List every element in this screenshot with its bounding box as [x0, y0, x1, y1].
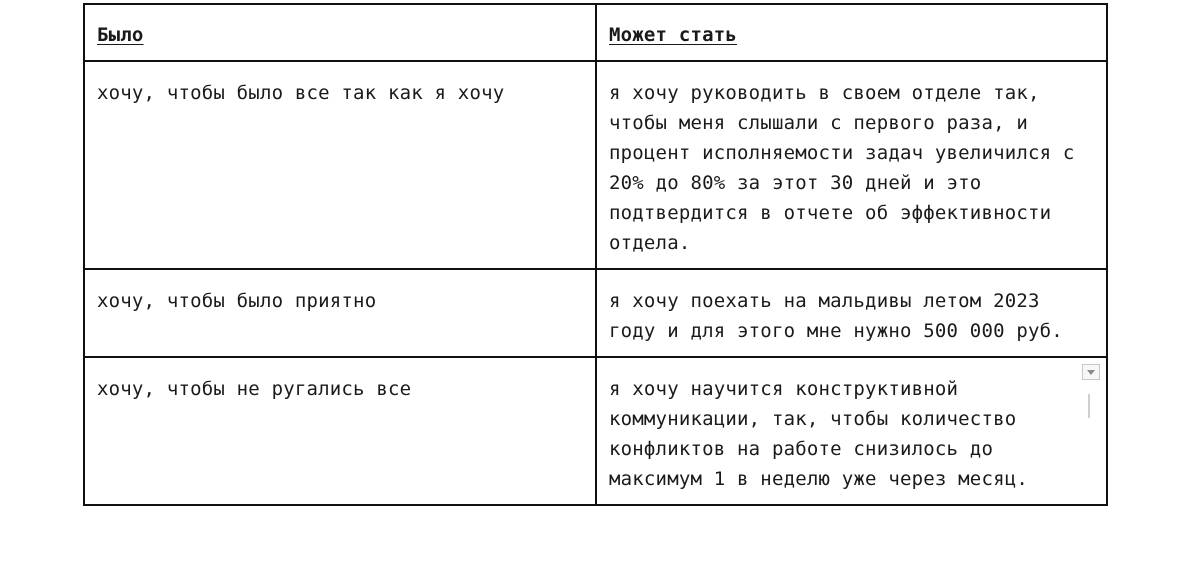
table-row — [84, 269, 1107, 357]
header-cell-before — [84, 4, 596, 61]
header-cell-after — [596, 4, 1107, 61]
header-before-label: Было — [97, 24, 144, 46]
cell-after-with-controls — [596, 357, 1107, 505]
chevron-down-icon[interactable] — [1082, 364, 1100, 380]
chevron-glyph — [1087, 370, 1095, 375]
table-row — [84, 61, 1107, 269]
table-header-row — [84, 4, 1107, 61]
cell-after-text: я хочу научится конструктивной коммуникации, так, чтобы количество конфликтов на работе снизилось до максимум 1 в неделю уже через месяц. — [609, 378, 1029, 490]
scrollbar-handle[interactable] — [1088, 394, 1090, 418]
cell-after: я хочу руководить в своем отделе так, чтобы меня слышали с первого раза, и процент исполняемости задач увеличился с 20% до 80% за этот 30 дней и это подтвердится в отчете об эффективности отдела. — [596, 61, 1107, 269]
cell-after: я хочу поехать на мальдивы летом 2023 году и для этого мне нужно 500 000 руб. — [596, 269, 1107, 357]
table-row — [84, 357, 1107, 505]
cell-before: хочу, чтобы было приятно — [84, 269, 596, 357]
cell-before: хочу, чтобы было все так как я хочу — [84, 61, 596, 269]
comparison-table — [83, 3, 1108, 506]
cell-before: хочу, чтобы не ругались все — [84, 357, 596, 505]
header-after-label: Может стать — [609, 24, 738, 46]
